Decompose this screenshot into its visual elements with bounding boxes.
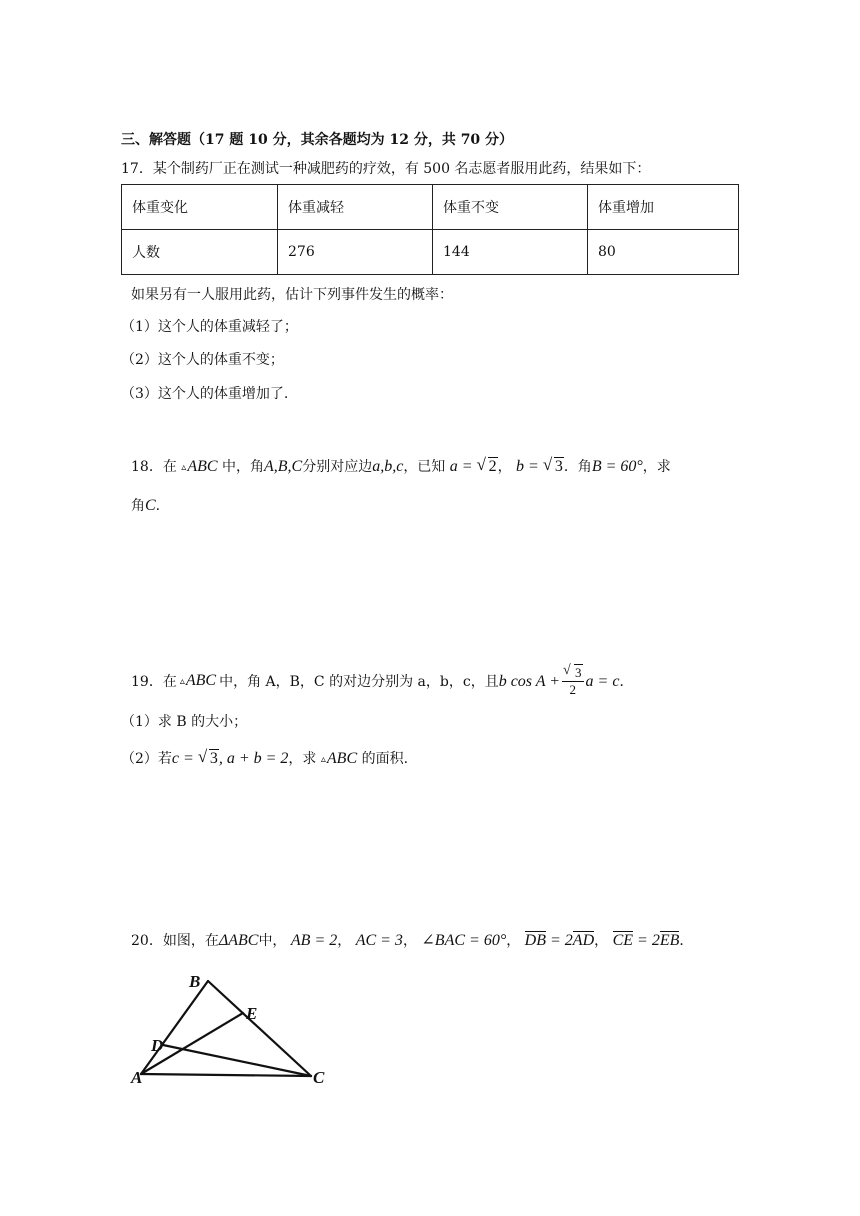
sqrt-icon: √ bbox=[476, 455, 486, 474]
q18-text: ，已知 bbox=[403, 459, 446, 475]
q18-line2-text: 角 bbox=[131, 498, 145, 514]
q20-vector-ce: CE bbox=[612, 932, 634, 949]
q18-a-radicand: 2 bbox=[488, 458, 497, 475]
figure-label-c: C bbox=[313, 1068, 325, 1087]
sqrt-icon: √ bbox=[197, 747, 208, 766]
q19-triangle: ABC bbox=[185, 672, 217, 689]
q19-frac-num: 3 bbox=[575, 665, 582, 680]
segment-bc bbox=[208, 981, 311, 1076]
figure-label-a: A bbox=[131, 1068, 143, 1087]
q20-sep: ， bbox=[337, 933, 352, 949]
q19-fraction bbox=[562, 665, 584, 698]
q18-angle-b: B = 60° bbox=[591, 458, 643, 475]
q18-line2-end: . bbox=[155, 498, 161, 514]
q20-vector-eq: = 2 bbox=[633, 932, 660, 949]
q18-a-eq: a = bbox=[449, 458, 477, 475]
segment-ab bbox=[141, 981, 208, 1074]
q20-ac: AC = 3 bbox=[355, 932, 403, 949]
figure-label-b: B bbox=[189, 972, 201, 991]
q19-p2-mid: ，求 bbox=[288, 751, 317, 767]
q17-prompt: 如果另有一人服用此药，估计下列事件发生的概率： bbox=[131, 287, 453, 303]
figure-label-d: D bbox=[151, 1036, 164, 1055]
q19-part-2 bbox=[121, 747, 409, 769]
triangle-icon: ▵ bbox=[181, 462, 187, 473]
q20-line-1 bbox=[131, 932, 693, 950]
q19-p2-pre: （2）若 bbox=[121, 751, 172, 767]
sqrt-icon: √ bbox=[563, 663, 571, 678]
triangle-icon: ▵ bbox=[179, 676, 185, 687]
q20-text: 中， bbox=[258, 933, 287, 949]
table-row bbox=[122, 185, 739, 230]
table-header-cell: 体重变化 bbox=[122, 185, 278, 230]
triangle-icon: ▵ bbox=[320, 754, 326, 765]
q18-var-c: C bbox=[145, 497, 156, 514]
q18-number: 18．在 bbox=[131, 459, 177, 475]
q19-p2-triangle: ABC bbox=[326, 750, 358, 767]
q20-number: 20．如图，在 bbox=[131, 933, 219, 949]
q19-number: 19．在 bbox=[131, 673, 177, 690]
q19-p2-c: c = bbox=[171, 750, 198, 767]
table-row bbox=[122, 230, 739, 275]
q18-angles: A,B,C bbox=[263, 458, 303, 475]
q18-line-1 bbox=[131, 455, 671, 477]
q18-text: ， bbox=[497, 459, 512, 475]
sqrt-icon: √ bbox=[542, 455, 553, 474]
q18-triangle: ABC bbox=[187, 458, 218, 475]
q20-sep: ， bbox=[506, 933, 521, 949]
q19-line-1 bbox=[131, 665, 633, 698]
q18-text: 中，角 bbox=[221, 459, 264, 475]
segment-ac bbox=[141, 1074, 311, 1076]
q18-text: ．角 bbox=[563, 459, 592, 475]
q17-part-2: （2）这个人的体重不变； bbox=[121, 352, 284, 368]
q20-angle: ∠BAC = 60° bbox=[421, 932, 507, 949]
q20-vector-db: DB bbox=[524, 932, 546, 949]
q19-eq-right: a = c bbox=[585, 672, 620, 690]
q18-line-2 bbox=[131, 497, 160, 515]
section-heading: 三、解答题（17 题 10 分，其余各题均为 12 分，共 70 分） bbox=[121, 132, 514, 148]
q17-part-3: （3）这个人的体重增加了. bbox=[121, 386, 289, 402]
q20-triangle: ΔABC bbox=[218, 932, 259, 949]
table-row-label: 人数 bbox=[122, 230, 278, 275]
table-header-cell: 体重不变 bbox=[433, 185, 588, 230]
q17-stem: 17．某个制药厂正在测试一种减肥药的疗效，有 500 名志愿者服用此药，结果如下： bbox=[121, 161, 651, 177]
q18-text: 分别对应边 bbox=[302, 459, 373, 475]
q19-part-1: （1）求 B 的大小； bbox=[121, 714, 248, 730]
table-header-cell: 体重增加 bbox=[588, 185, 739, 230]
q18-b-eq: b = bbox=[516, 458, 543, 475]
q19-frac-den: 2 bbox=[569, 682, 577, 697]
q20-vector-ad: AD bbox=[572, 932, 595, 949]
q19-text: 中，角 A，B，C 的对边分别为 a，b，c，且 bbox=[219, 673, 499, 690]
q18-sides: a,b,c bbox=[372, 458, 404, 475]
q20-vector-eq: = 2 bbox=[546, 932, 573, 949]
q19-end: ． bbox=[619, 673, 634, 690]
q20-triangle-figure bbox=[125, 965, 340, 1095]
q19-p2-rest: , a + b = 2 bbox=[218, 750, 289, 767]
table-header-cell: 体重减轻 bbox=[278, 185, 433, 230]
q20-end: ． bbox=[679, 933, 694, 949]
q20-ab: AB = 2 bbox=[290, 932, 338, 949]
q18-b-radicand: 3 bbox=[554, 458, 563, 475]
table-cell: 144 bbox=[433, 230, 588, 275]
q18-text: ，求 bbox=[642, 459, 671, 475]
q20-sep: ， bbox=[594, 933, 609, 949]
q20-sep: ， bbox=[402, 933, 417, 949]
figure-label-e: E bbox=[246, 1004, 258, 1023]
segment-dc bbox=[163, 1045, 311, 1076]
q19-p2-end: 的面积. bbox=[361, 751, 409, 767]
q17-table bbox=[121, 184, 739, 275]
table-cell: 80 bbox=[588, 230, 739, 275]
table-cell: 276 bbox=[278, 230, 433, 275]
q19-p2-c-radicand: 3 bbox=[209, 750, 218, 767]
q19-eq-left: b cos A + bbox=[498, 672, 561, 690]
q17-part-1: （1）这个人的体重减轻了； bbox=[121, 319, 298, 335]
q20-vector-eb: EB bbox=[659, 932, 680, 949]
